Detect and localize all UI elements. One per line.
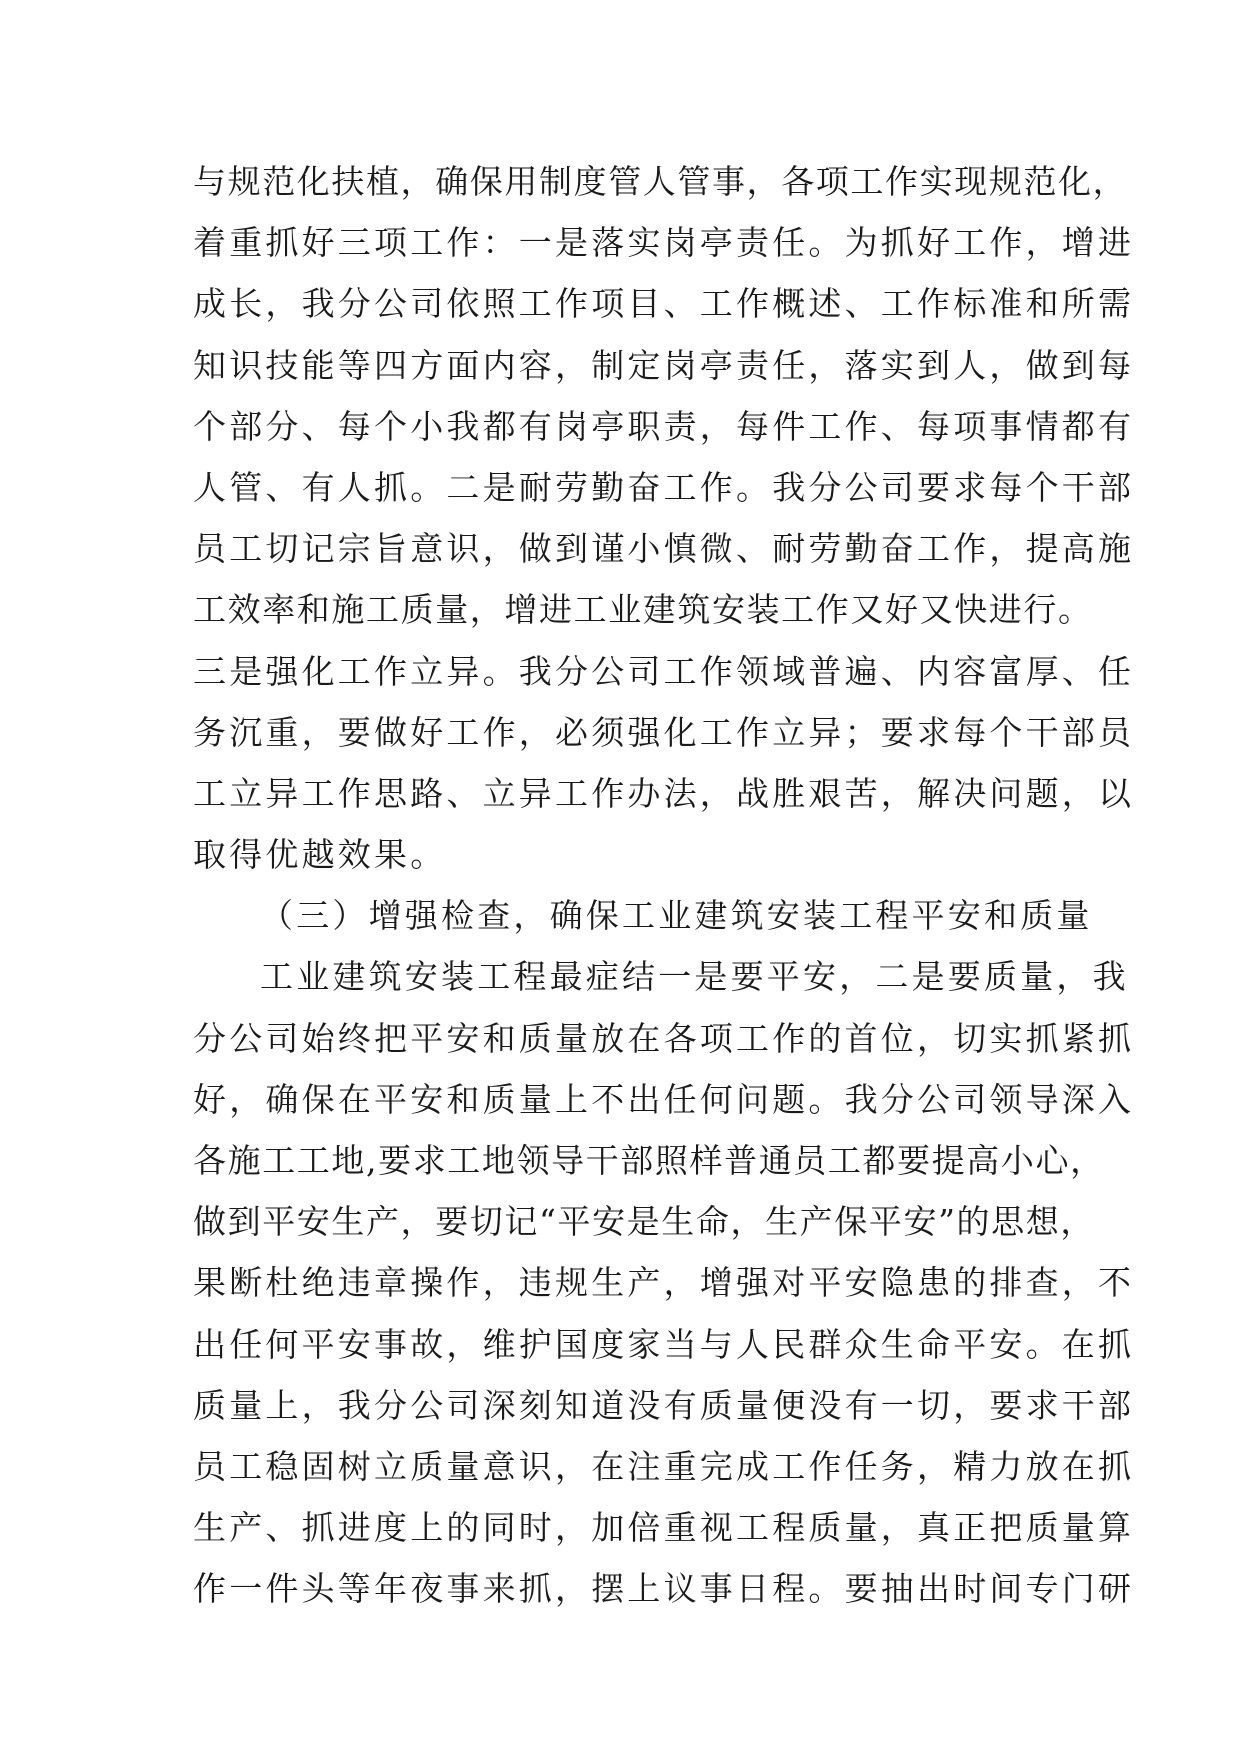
text-line: 果断杜绝违章操作，违规生产，增强对平安隐患的排查，不 (193, 1263, 1135, 1303)
text-line: 员工切记宗旨意识，做到谨小慎微、耐劳勤奋工作，提高施 (193, 529, 1135, 569)
text-line: 质量上，我分公司深刻知道没有质量便没有一切，要求干部 (193, 1385, 1135, 1425)
paragraph-first-line: 工业建筑安装工程最症结一是要平安，二是要质量，我 (260, 957, 1129, 997)
text-line: 人管、有人抓。二是耐劳勤奋工作。我分公司要求每个干部 (193, 467, 1135, 507)
text-line: 好，确保在平安和质量上不出任何问题。我分公司领导深入 (193, 1079, 1135, 1119)
section-heading: （三）增强检查，确保工业建筑安装工程平安和质量 (260, 896, 1093, 936)
text-line: 着重抓好三项工作：一是落实岗亭责任。为抓好工作，增进 (193, 223, 1135, 263)
text-line: 各施工工地,要求工地领导干部照样普通员工都要提高小心， (193, 1141, 1105, 1180)
text-line: 分公司始终把平安和质量放在各项工作的首位，切实抓紧抓 (193, 1018, 1135, 1058)
text-line: 生产、抓进度上的同时，加倍重视工程质量，真正把质量算 (193, 1508, 1135, 1548)
text-line: 与规范化扶植，确保用制度管人管事，各项工作实现规范化， (193, 162, 1128, 201)
text-line: 出任何平安事故，维护国度家当与人民群众生命平安。在抓 (193, 1324, 1135, 1364)
text-line: 做到平安生产，要切记“平安是生命，生产保平安”的思想， (193, 1202, 1095, 1242)
text-line: 知识技能等四方面内容，制定岗亭责任，落实到人，做到每 (193, 345, 1135, 385)
text-line: 成长，我分公司依照工作项目、工作概述、工作标准和所需 (193, 284, 1135, 324)
text-line: 取得优越效果。 (193, 835, 447, 875)
text-line: 工效率和施工质量，增进工业建筑安装工作又好又快进行。 (193, 590, 1093, 630)
document-body (193, 151, 1135, 1620)
text-line: 个部分、每个小我都有岗亭职责，每件工作、每项事情都有 (193, 406, 1135, 446)
text-line: 作一件头等年夜事来抓，摆上议事日程。要抽出时间专门研 (193, 1569, 1135, 1609)
text-line: 务沉重，要做好工作，必须强化工作立异；要求每个干部员 (193, 712, 1135, 752)
text-line: 工立异工作思路、立异工作办法，战胜艰苦，解决问题，以 (193, 773, 1135, 813)
text-line: 三是强化工作立异。我分公司工作领域普遍、内容富厚、任 (193, 651, 1135, 691)
text-line: 员工稳固树立质量意识，在注重完成工作任务，精力放在抓 (193, 1446, 1135, 1486)
